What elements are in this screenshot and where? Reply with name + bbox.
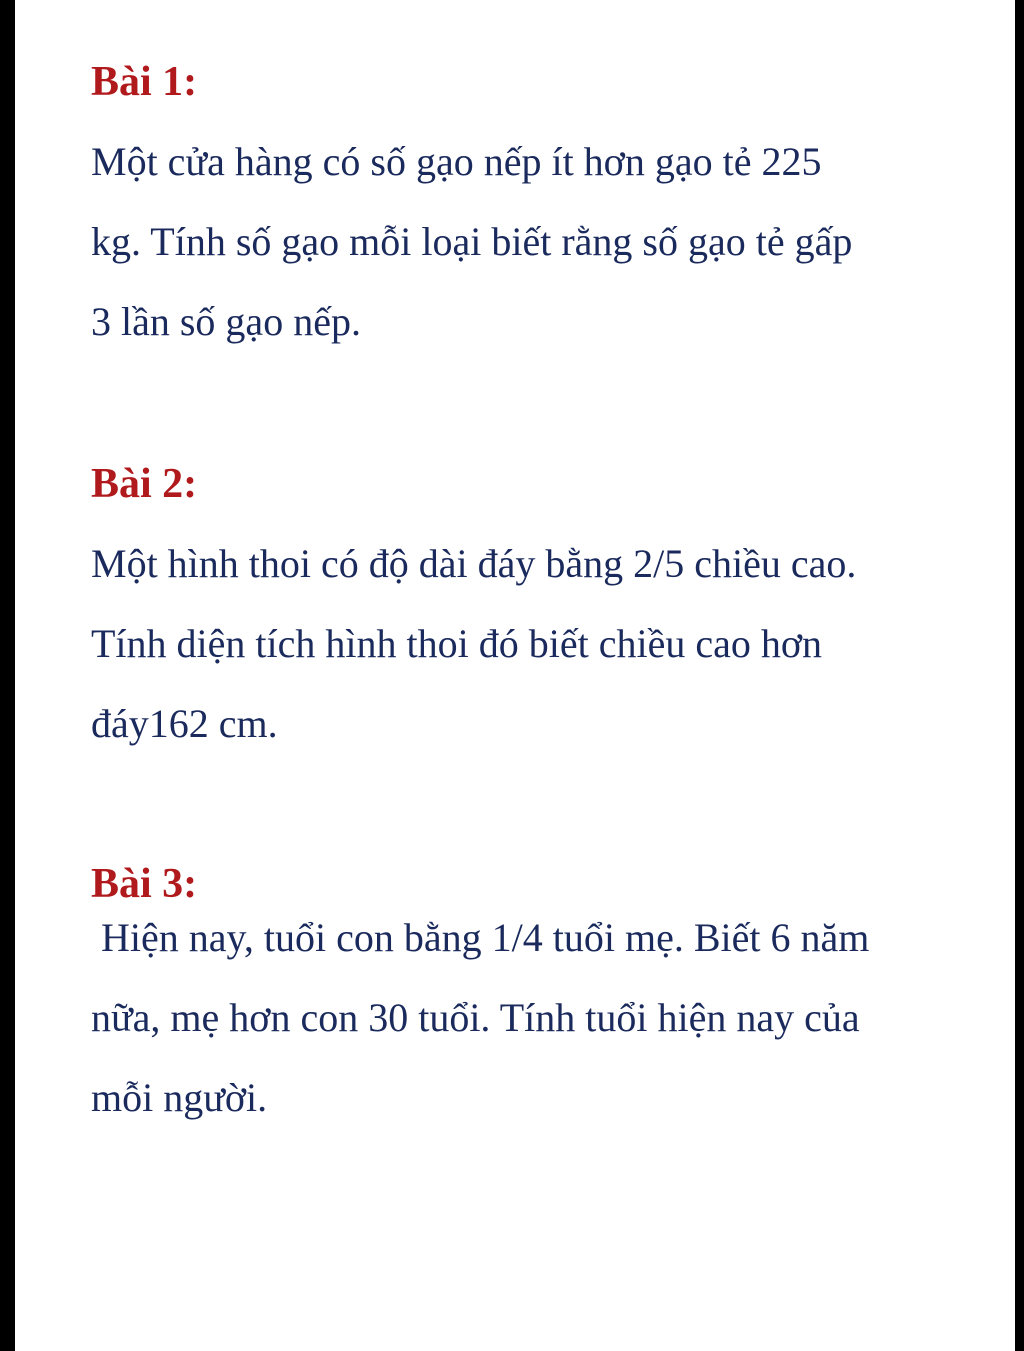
problem-2-line-1: Một hình thoi có độ dài đáy bằng 2/5 chiều cao. (91, 541, 857, 586)
problem-2-title: Bài 2: (91, 461, 198, 507)
document-page (15, 0, 1015, 1351)
problem-2-line-2: Tính diện tích hình thoi đó biết chiều cao hơn (91, 621, 822, 666)
problem-1-line-1: Một cửa hàng có số gạo nếp ít hơn gạo tẻ 225 (91, 139, 822, 184)
problem-3-line-3: mỗi người. (91, 1075, 268, 1120)
problem-1-title: Bài 1: (91, 59, 198, 105)
problem-1-line-3: 3 lần số gạo nếp. (91, 299, 361, 344)
problem-3-title: Bài 3: (91, 861, 198, 907)
problem-3-line-2: nữa, mẹ hơn con 30 tuổi. Tính tuổi hiện nay của (91, 995, 860, 1040)
problem-2-line-3: đáy162 cm. (91, 701, 278, 746)
problem-1-line-2: kg. Tính số gạo mỗi loại biết rằng số gạo tẻ gấp (91, 219, 853, 264)
problem-3-line-1: Hiện nay, tuổi con bằng 1/4 tuổi mẹ. Biết 6 năm (91, 915, 870, 960)
